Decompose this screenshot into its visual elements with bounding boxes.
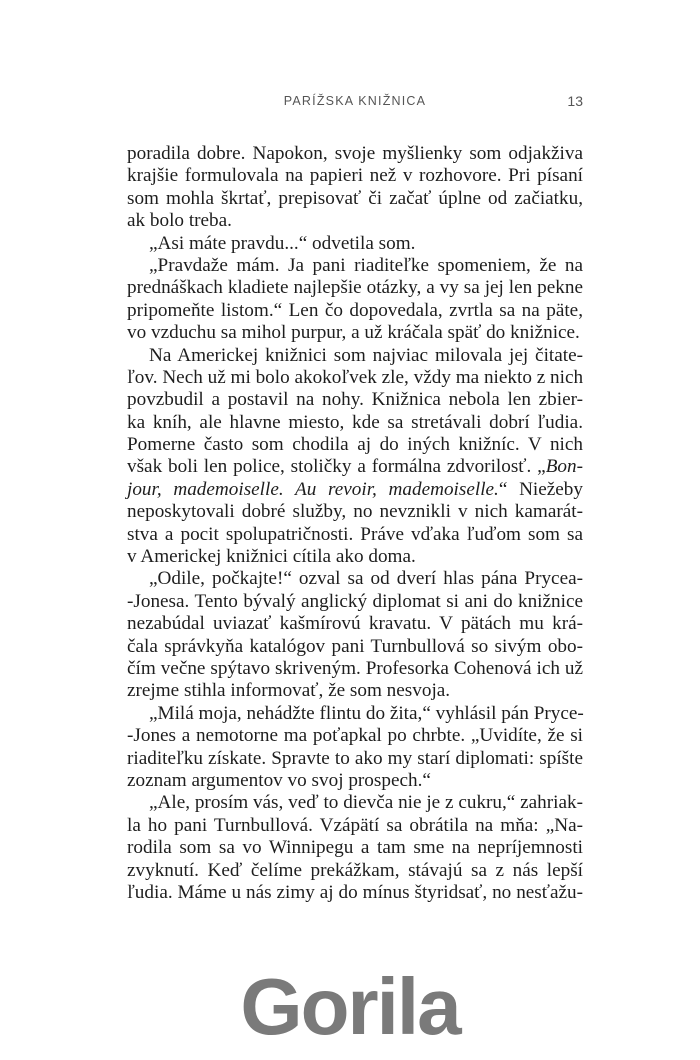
text-segment: “ Niežeby: [498, 478, 583, 500]
paragraph: [127, 233, 583, 255]
text-line: „Pravdaže mám. Ja pani riaditeľke spomeniem, že na: [149, 254, 583, 276]
text-line: poradila dobre. Napokon, svoje myšlienky som odjakživa: [127, 143, 583, 164]
text-line: prednáškach kladiete najlepšie otázky, a vy sa jej len pekne: [127, 277, 583, 299]
paragraph: [127, 143, 583, 233]
paragraph: [127, 345, 583, 569]
text-line: v Americkej knižnici cítila ako doma.: [127, 546, 416, 568]
text-line: ak bolo treba.: [127, 210, 232, 232]
body-text: [127, 143, 583, 904]
paragraph: [127, 792, 583, 904]
text-line: čím večne spýtavo skriveným. Profesorka Cohenová ich už: [127, 657, 583, 679]
italic-text: Bon-: [545, 456, 583, 478]
text-line: som mohla škrtať, prepisovať či začať úplne od začiatku,: [127, 187, 583, 209]
italic-text: jour, mademoiselle. Au revoir, mademoiselle.: [127, 478, 499, 500]
text-line: [127, 456, 583, 478]
paragraph: [127, 255, 583, 345]
text-line: povzbudil a postavil na nohy. Knižnica nebola len zbier-: [127, 389, 583, 411]
text-segment: však boli len police, stoličky a formálna zdvorilosť. „: [127, 456, 546, 478]
text-line: čala správkyňa katalógov pani Turnbullová so sivým obo-: [127, 635, 583, 657]
text-line: „Milá moja, nehádžte flintu do žita,“ vyhlásil pán Pryce-: [149, 702, 584, 724]
text-line: ľov. Nech už mi bolo akokoľvek zle, vždy ma niekto z nich: [127, 366, 584, 388]
text-line: stva a pocit spolupatričnosti. Práve vďaka ľuďom som sa: [127, 523, 583, 545]
page-number: 13: [567, 93, 583, 109]
text-line: -Jonesa. Tento bývalý anglický diplomat si ani do knižnice: [127, 590, 583, 612]
text-line: zrejme stihla informovať, že som nesvoja.: [127, 680, 451, 702]
text-line: la ho pani Turnbullová. Vzápätí sa obrátila na mňa: „Na-: [127, 814, 583, 836]
text-line: Pomerne často som chodila aj do iných knižníc. V nich: [127, 434, 583, 456]
text-line: „Odile, počkajte!“ ozval sa od dverí hlas pána Prycea-: [149, 568, 583, 590]
text-line: ľudia. Máme u nás zimy aj do mínus štyridsať, no nesťažu-: [127, 881, 583, 903]
running-header: [127, 94, 583, 114]
text-line: neposkytovali dobré služby, no nevznikli v nich kamarát-: [127, 501, 583, 523]
running-title: PARÍŽSKA KNIŽNICA: [283, 94, 427, 108]
text-line: zvyknutí. Keď čelíme prekážkam, stávajú sa z nás lepší: [127, 859, 583, 881]
text-line: zoznam argumentov vo svoj prospech.“: [127, 769, 431, 791]
text-line: [127, 479, 583, 501]
text-line: pripomeňte listom.“ Len čo dopovedala, zvrtla sa na päte,: [127, 299, 583, 321]
paragraph: [127, 703, 583, 793]
text-line: „Asi máte pravdu...“ odvetila som.: [149, 232, 416, 254]
watermark-logo: Gorila: [240, 962, 460, 1051]
text-line: vo vzduchu sa mihol purpur, a už kráčala späť do knižnice.: [127, 322, 580, 344]
text-line: riaditeľku získate. Spravte to ako my starí diplomati: spíšte: [127, 747, 583, 769]
text-line: krajšie formulovala na papieri než v rozhovore. Pri písaní: [127, 165, 583, 187]
text-line: Na Americkej knižnici som najviac milovala jej čitate-: [149, 344, 583, 366]
text-line: ka kníh, ale hlavne miesto, kde sa stretávali dobrí ľudia.: [127, 411, 583, 433]
text-line: „Ale, prosím vás, veď to dievča nie je z cukru,“ zahriak-: [149, 792, 583, 814]
text-line: rodila som sa vo Winnipegu a tam sme na nepríjemnosti: [127, 837, 583, 859]
text-line: -Jones a nemotorne ma poťapkal po chrbte. „Uvidíte, že si: [127, 725, 583, 747]
paragraph: [127, 568, 583, 702]
text-line: nezabúdal uviazať kašmírovú kravatu. V pätách mu krá-: [127, 613, 583, 635]
